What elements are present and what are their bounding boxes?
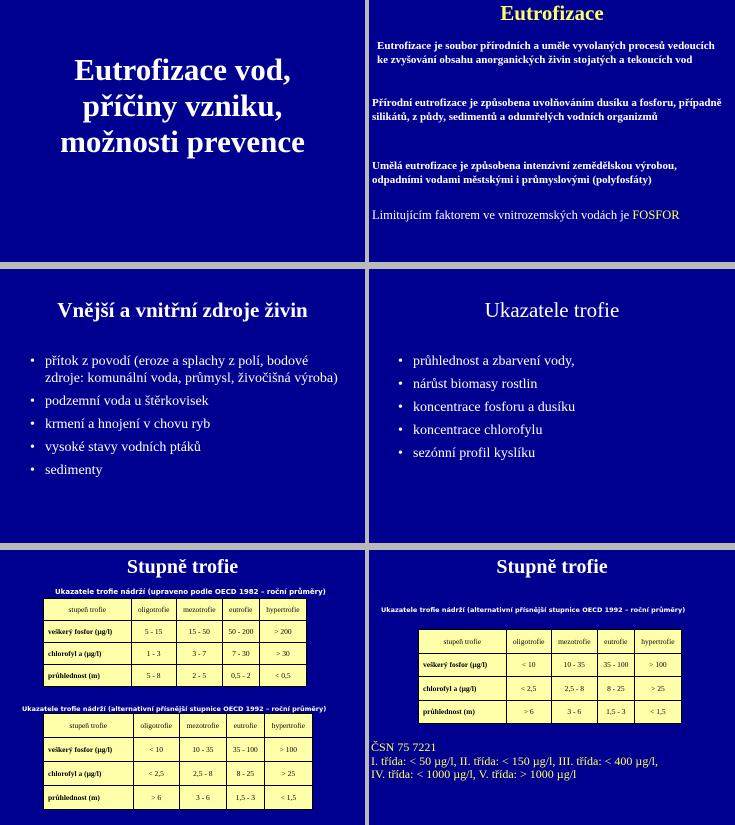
table-row-label: chlorofyl a (µg/l): [419, 677, 507, 701]
table-row-label: veškerý fosfor (µg/l): [419, 653, 507, 677]
table-header-cell: mezotrofie: [176, 599, 222, 621]
list-item: • nárůst biomasy rostlin: [397, 376, 717, 393]
table-header-cell: hypertrofie: [264, 714, 312, 738]
table-caption: Ukazatele trofie nádrží (upraveno podle OECD 1982 – roční průměry): [55, 588, 326, 596]
slide-heading: Stupně trofie: [126, 556, 239, 578]
table-cell: 3 - 7: [176, 643, 222, 665]
table-cell: < 1,5: [264, 786, 312, 810]
trophic-table-oecd-1992: [418, 629, 682, 724]
table-row-label: průhlednost (m): [44, 786, 134, 810]
artificial-eutrophication-paragraph: Umělá eutrofizace je způsobena intenzivní zemědělskou výrobou, odpadními vodami městskými i průmyslovými (polyfosfáty): [372, 160, 677, 186]
table-row: [419, 677, 682, 701]
table-cell: < 1,5: [634, 700, 681, 724]
slide-nutrient-sources[interactable]: [0, 269, 365, 543]
table-cell: 0,5 - 2: [222, 665, 259, 687]
table-header-cell: eutrofie: [226, 714, 264, 738]
table-header-cell: eutrofie: [222, 599, 259, 621]
list-item: • přítok z povodí (eroze a splachy z polí, bodové zdroje: komunální voda, průmysl, živočišná výroba): [29, 353, 349, 387]
table-row: [419, 700, 682, 724]
table-cell: < 10: [506, 653, 551, 677]
table-caption: Ukazatele trofie nádrží (alternativní přísnější stupnice OECD 1992 – roční průměry): [22, 705, 327, 713]
table-cell: < 2,5: [133, 762, 179, 786]
table-cell: 3 - 6: [179, 786, 226, 810]
slide-trophic-indicators[interactable]: [369, 269, 735, 543]
slide-trophic-levels-2[interactable]: [369, 550, 735, 825]
table-cell: > 25: [264, 762, 312, 786]
csn-standard-block: [371, 741, 731, 782]
list-item: • sedimenty: [29, 462, 349, 479]
table-cell: 3 - 6: [551, 700, 597, 724]
table-row: [44, 762, 313, 786]
table-cell: 1,5 - 3: [597, 700, 634, 724]
table-header-cell: oligotrofie: [506, 630, 551, 654]
trophic-table-oecd-1992: [43, 713, 313, 810]
table-caption: Ukazatele trofie nádrží (alternativní přísnější stupnice OECD 1992 – roční průměry): [381, 606, 686, 614]
table-header-cell: stupeň trofie: [44, 714, 134, 738]
table-cell: 5 - 15: [131, 621, 176, 643]
definition-paragraph: Eutrofizace je soubor přírodních a uměle vyvolaných procesů vedoucích ke zvyšování obsahu anorganických živin stojatých a tekoucích vod: [377, 40, 715, 66]
table-header-cell: stupeň trofie: [44, 599, 132, 621]
table-cell: 1 - 3: [131, 643, 176, 665]
table-cell: > 25: [634, 677, 681, 701]
limiting-factor-paragraph: [372, 209, 732, 223]
table-header-cell: mezotrofie: [179, 714, 226, 738]
table-row-label: chlorofyl a (µg/l): [44, 762, 134, 786]
table-header-cell: hypertrofie: [259, 599, 306, 621]
indicators-list: [397, 353, 717, 468]
csn-title: ČSN 75 7221: [371, 740, 437, 754]
table-row: [44, 621, 307, 643]
list-item: • koncentrace chlorofylu: [397, 422, 717, 439]
list-item: • průhlednost a zbarvení vody,: [397, 353, 717, 370]
table-cell: > 100: [634, 653, 681, 677]
table-cell: < 10: [133, 738, 179, 762]
table-cell: 2 - 5: [176, 665, 222, 687]
slide-eutrofizace[interactable]: [369, 0, 735, 262]
table-row: [44, 665, 307, 687]
table-cell: > 200: [259, 621, 306, 643]
table-cell: 8 - 25: [226, 762, 264, 786]
limiting-factor-text: Limitujícím faktorem ve vnitrozemských vodách je: [372, 208, 633, 222]
table-header-cell: eutrofie: [597, 630, 634, 654]
table-cell: > 100: [264, 738, 312, 762]
table-cell: 5 - 8: [131, 665, 176, 687]
csn-line: IV. třída: < 1000 µg/l, V. třída: > 1000 µg/l: [371, 767, 577, 781]
table-header-cell: hypertrofie: [634, 630, 681, 654]
table-cell: 50 - 200: [222, 621, 259, 643]
slide-title[interactable]: [0, 0, 365, 262]
table-cell: 35 - 100: [597, 653, 634, 677]
table-header-row: [419, 630, 682, 654]
table-row-label: veškerý fosfor (µg/l): [44, 738, 134, 762]
table-cell: 2,5 - 8: [551, 677, 597, 701]
table-row-label: veškerý fosfor (µg/l): [44, 621, 132, 643]
table-row-label: průhlednost (m): [44, 665, 132, 687]
list-item: • sezónní profil kyslíku: [397, 445, 717, 462]
table-header-row: [44, 714, 313, 738]
table-row-label: průhlednost (m): [419, 700, 507, 724]
table-cell: 35 - 100: [226, 738, 264, 762]
list-item: • krmení a hnojení v chovu ryb: [29, 416, 349, 433]
table-header-cell: oligotrofie: [131, 599, 176, 621]
table-row: [419, 653, 682, 677]
trophic-table-oecd-1982: [43, 598, 307, 687]
presentation-title: Eutrofizace vod, příčiny vzniku, možnosti prevence: [60, 52, 305, 159]
table-cell: 15 - 50: [176, 621, 222, 643]
table-cell: > 6: [133, 786, 179, 810]
table-row: [44, 643, 307, 665]
table-cell: > 6: [506, 700, 551, 724]
list-item: • podzemní voda u štěrkovisek: [29, 393, 349, 410]
table-row: [44, 786, 313, 810]
table-cell: 8 - 25: [597, 677, 634, 701]
table-cell: 1,5 - 3: [226, 786, 264, 810]
table-cell: < 0,5: [259, 665, 306, 687]
csn-line: I. třída: < 50 µg/l, II. třída: < 150 µg/l, III. třída: < 400 µg/l,: [371, 753, 658, 768]
table-cell: 10 - 35: [551, 653, 597, 677]
table-header-cell: mezotrofie: [551, 630, 597, 654]
list-item: • vysoké stavy vodních ptáků: [29, 439, 349, 456]
table-header-cell: oligotrofie: [133, 714, 179, 738]
table-cell: 2,5 - 8: [179, 762, 226, 786]
table-row: [44, 738, 313, 762]
slide-heading: Ukazatele trofie: [484, 298, 620, 322]
limiting-factor-highlight: FOSFOR: [632, 208, 680, 222]
slide-heading: Vnější a vnitřní zdroje živin: [57, 298, 308, 322]
nutrient-sources-list: [29, 353, 349, 485]
table-cell: 7 - 30: [222, 643, 259, 665]
natural-eutrophication-paragraph: Přírodní eutrofizace je způsobena uvolňováním dusíku a fosforu, případně silikátů, z půdy, sedimentů a odumřelých vodních organizmů: [372, 97, 722, 123]
slide-heading: Stupně trofie: [496, 556, 608, 578]
table-header-row: [44, 599, 307, 621]
table-cell: < 2,5: [506, 677, 551, 701]
table-header-cell: stupeň trofie: [419, 630, 507, 654]
slide-trophic-levels-1[interactable]: [0, 550, 365, 825]
list-item: • koncentrace fosforu a dusíku: [397, 399, 717, 416]
slide-heading: Eutrofizace: [500, 1, 604, 25]
table-cell: > 30: [259, 643, 306, 665]
table-cell: 10 - 35: [179, 738, 226, 762]
table-row-label: chlorofyl a (µg/l): [44, 643, 132, 665]
